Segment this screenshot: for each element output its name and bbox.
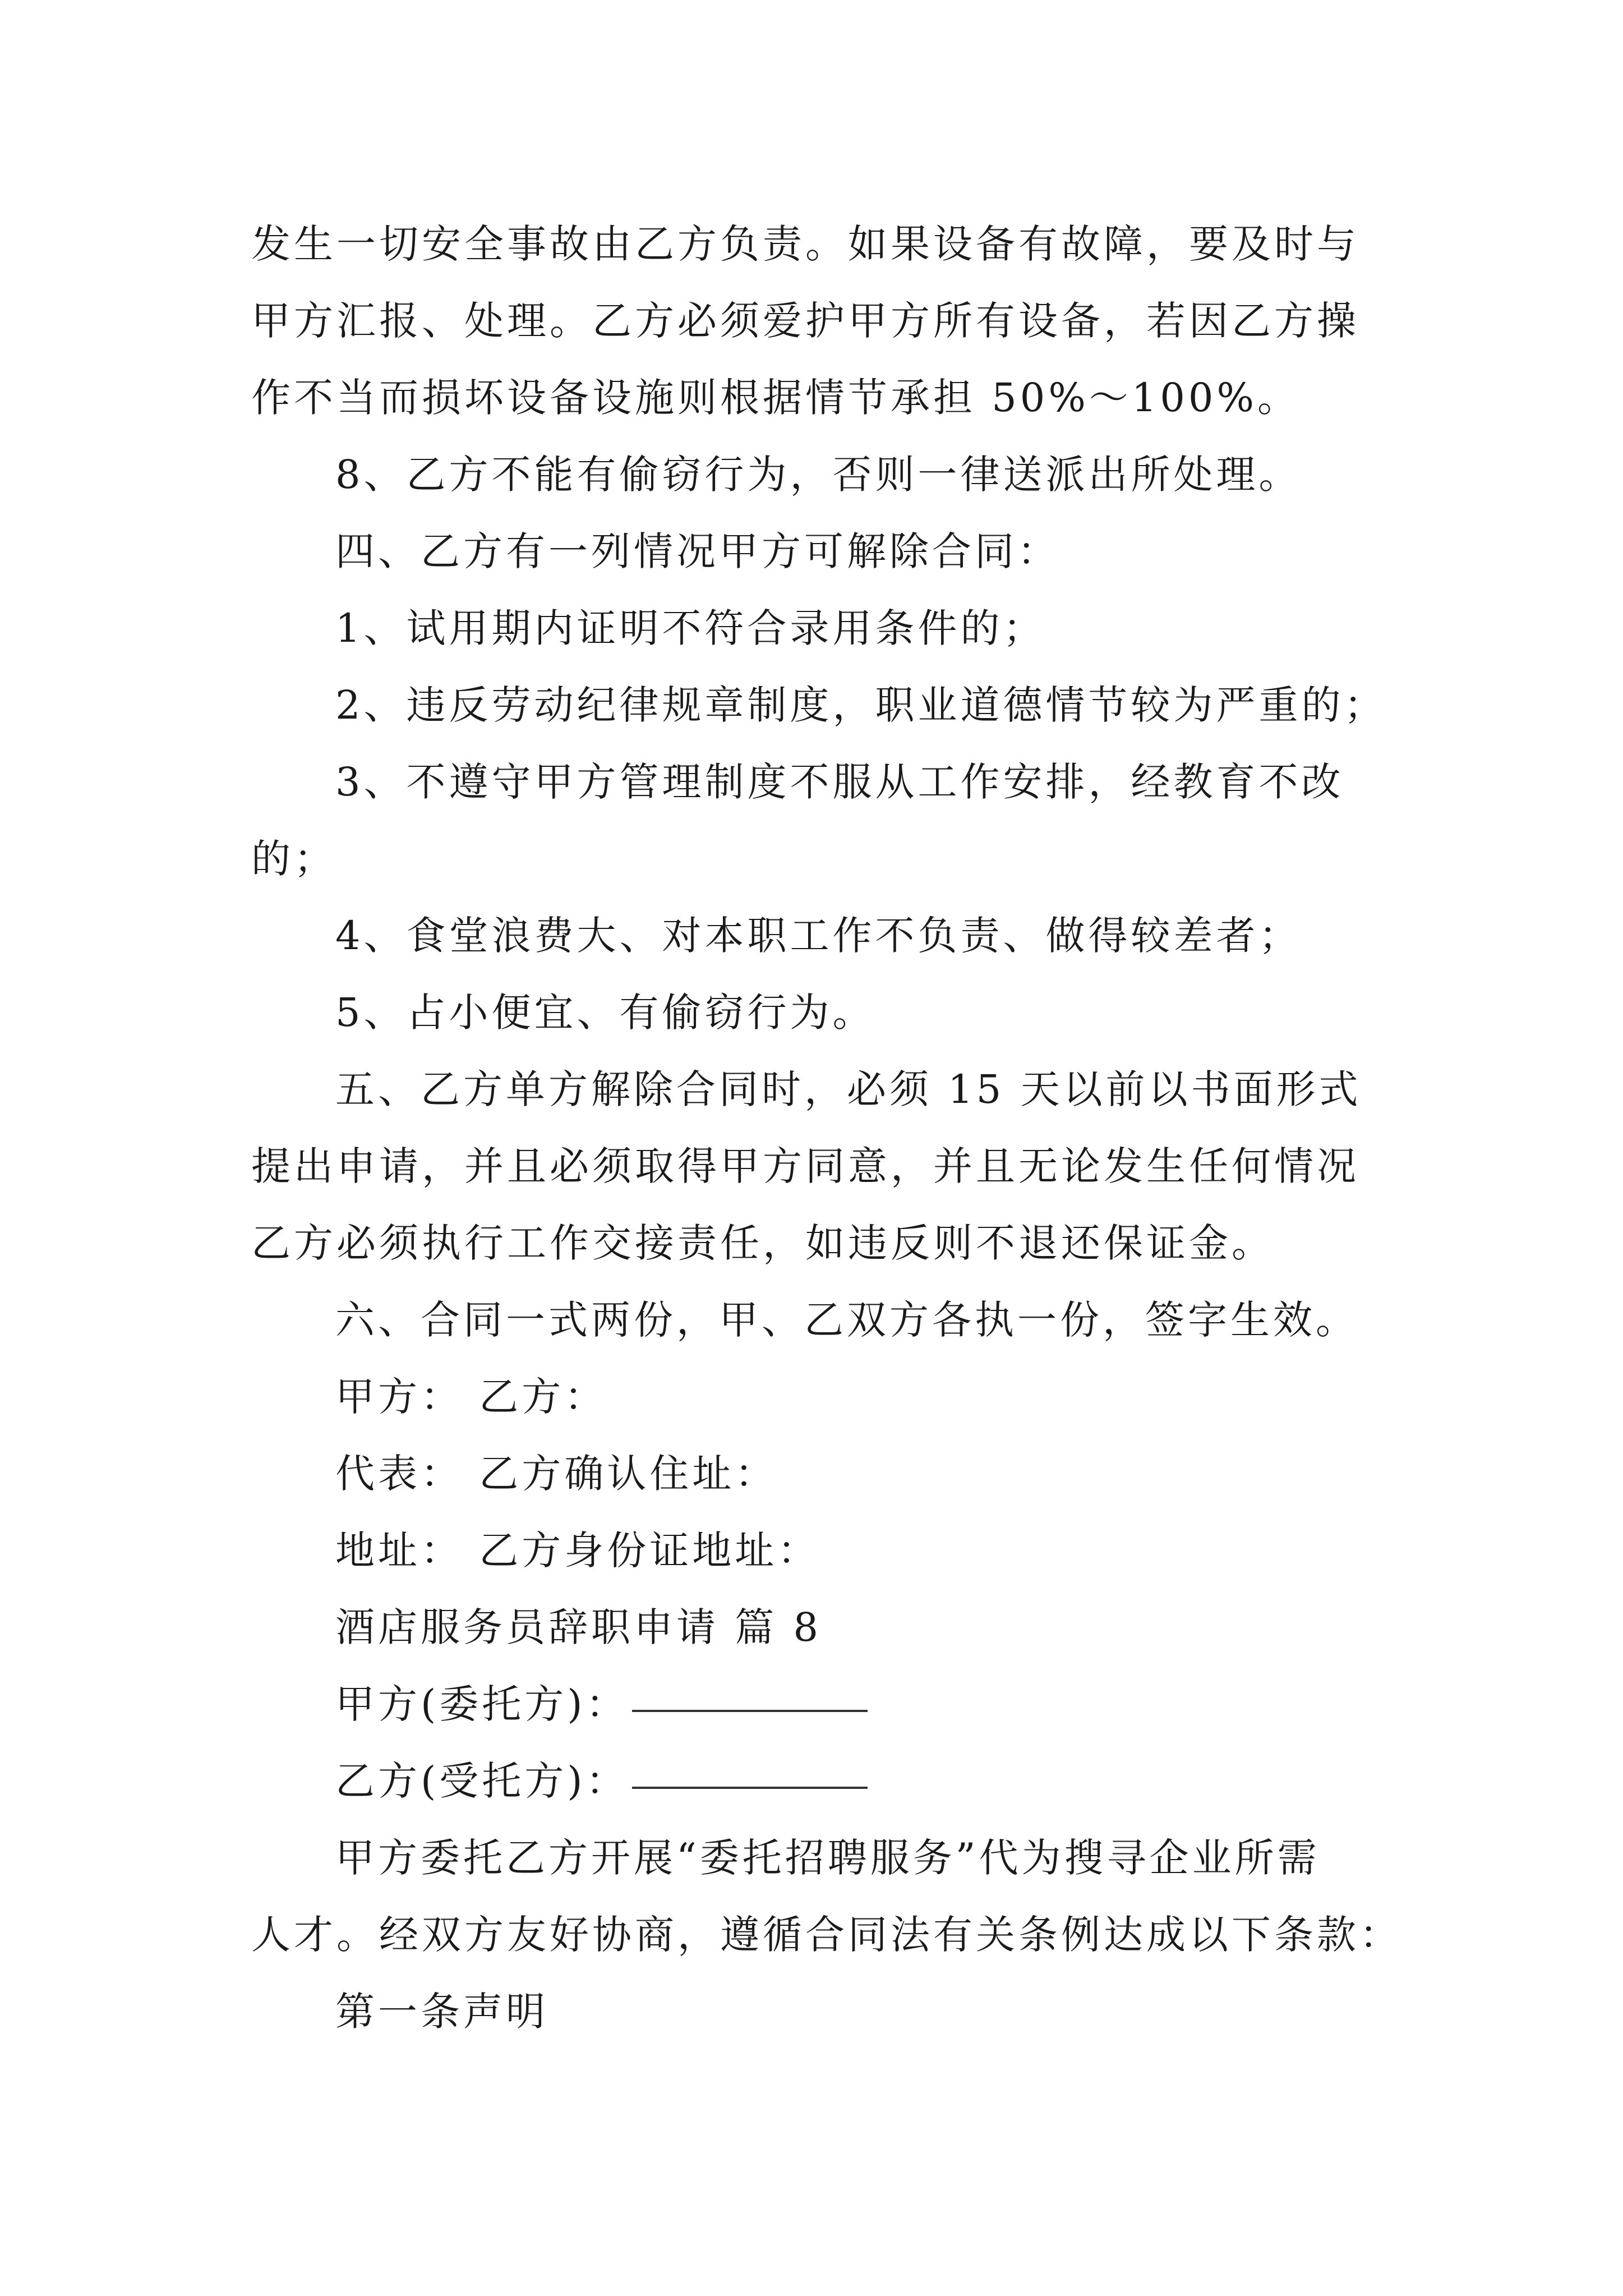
paragraph-line: 的； (251, 836, 336, 882)
section-heading: 第一条声明 (335, 1989, 548, 2035)
section-heading: 五、乙方单方解除合同时，必须 15 天以前以书面形式 (335, 1066, 1362, 1112)
clause-line: 1、试用期内证明不符合录用条件的； (335, 605, 1046, 651)
paragraph-line: 甲方委托乙方开展“委托招聘服务”代为搜寻企业所需 (335, 1835, 1320, 1881)
party-b-field (335, 1747, 868, 1815)
signature-line: 甲方： 乙方： (335, 1374, 607, 1420)
clause-line: 4、食堂浪费大、对本职工作不负责、做得较差者； (335, 913, 1302, 959)
section-heading: 六、合同一式两份，甲、乙双方各执一份，签字生效。 (335, 1297, 1358, 1343)
party-a-label: 甲方(委托方)： (335, 1681, 629, 1727)
party-a-field (335, 1671, 868, 1738)
document-title: 酒店服务员辞职申请 篇 8 (335, 1604, 822, 1650)
clause-line: 3、不遵守甲方管理制度不服从工作安排，经教育不改 (335, 759, 1344, 805)
section-heading: 四、乙方有一列情况甲方可解除合同： (335, 528, 1060, 574)
party-b-label: 乙方(受托方)： (335, 1758, 629, 1804)
paragraph-line: 作不当而损坏设备设施则根据情节承担 50%～100%。 (251, 375, 1300, 421)
party-b-blank (632, 1747, 868, 1789)
signature-line: 代表： 乙方确认住址： (335, 1451, 778, 1497)
clause-line: 2、违反劳动纪律规章制度，职业道德情节较为严重的； (335, 682, 1387, 728)
paragraph-line: 提出申请，并且必须取得甲方同意，并且无论发生任何情况 (251, 1143, 1359, 1189)
clause-line: 5、占小便宜、有偷窃行为。 (335, 990, 875, 1036)
party-a-blank (632, 1671, 868, 1712)
signature-line: 地址： 乙方身份证地址： (335, 1527, 820, 1573)
paragraph-line: 甲方汇报、处理。乙方必须爱护甲方所有设备，若因乙方操 (251, 298, 1359, 344)
paragraph-line: 发生一切安全事故由乙方负责。如果设备有故障，要及时与 (251, 221, 1359, 267)
paragraph-line: 人才。经双方友好协商，遵循合同法有关条例达成以下条款： (251, 1912, 1402, 1958)
paragraph-line: 乙方必须执行工作交接责任，如违反则不退还保证金。 (251, 1220, 1274, 1266)
clause-line: 8、乙方不能有偷窃行为，否则一律送派出所处理。 (335, 452, 1302, 498)
